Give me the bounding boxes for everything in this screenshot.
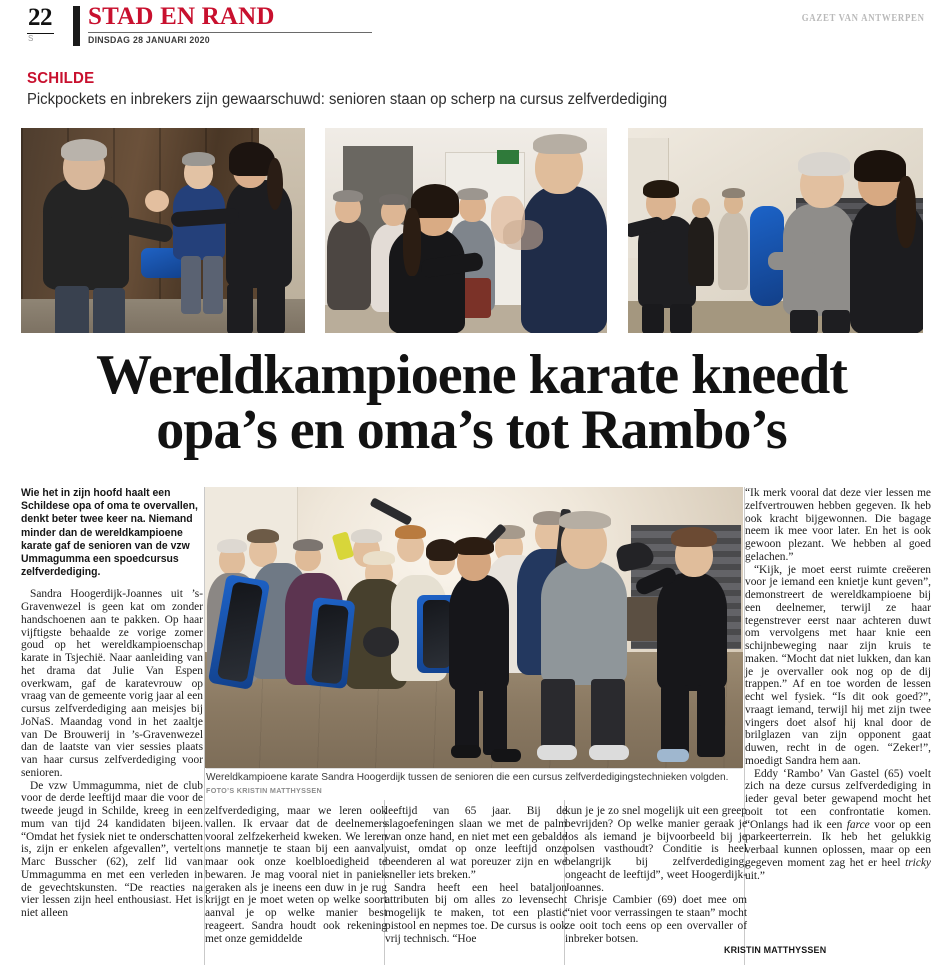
- paragraph: “Ik merk vooral dat deze vier lessen me zelfvertrouwen hebben gegeven. Ik heb ook kracht bijgewonnen. Die bagage neem ik mee voor later. En het is ook gewoon plezant. We hebben al goed gelachen.”: [745, 487, 931, 563]
- article-body: [21, 487, 931, 965]
- text-column-2: [205, 805, 387, 945]
- text-column-5: [745, 487, 931, 882]
- paragraph: “Kijk, je moet eerst ruimte creëeren voor je iemand een knietje kunt geven”, demonstreert de wereldkampioene bij een deelnemer, terwijl ze haar tegenstrever eerst naar achteren duwt om vervolgens met haar knie een schijnbeweging naar zijn kruis te maken. “Mocht dat niet lukken, dan kan je je overvaller ook nog op de dij trappen.” Af en toe worden de lessen echt wel fysiek. “Is dit ook goed?”, vraagt iemand, terwijl hij met zijn twee vingers doet alsof hij knal door de brilglazen van zijn opponent gaat duwen, recht in de ogen. “Zeker!”, moedigt Sandra hem aan.: [745, 563, 931, 767]
- lead-paragraph: Wie het in zijn hoofd haalt een Schildese opa of oma te overvallen, denkt beter twee keer na. Niemand minder dan de wereldkampioene karate gaf de senioren van de vzw Ummagumma een spoedcursus zelfverdediging.: [21, 487, 198, 579]
- text-column-1: [21, 487, 203, 920]
- emphasis-farce: farce: [846, 818, 870, 831]
- page-title: [27, 344, 916, 462]
- standfirst: Pickpockets en inbrekers zijn gewaarschuwd: senioren staan op scherp na cursus zelfverdediging: [27, 91, 668, 108]
- top-photo-strip: [21, 128, 923, 333]
- paragraph: leeftijd van 65 jaar. Bij de slagoefeningen slaan we met de palm van onze hand, en niet met een gebalde vuist, omdat op onze leeftijd onze beenderen al wat poreuzer zijn en we sneller iets breken.”: [385, 805, 567, 881]
- text-column-4: [565, 805, 747, 945]
- section-title: STAD EN RAND: [88, 3, 275, 30]
- emphasis-tricky: tricky: [905, 856, 931, 869]
- masthead: [0, 0, 943, 52]
- masthead-rule: [88, 32, 372, 33]
- photo-2: [325, 128, 607, 333]
- paragraph: Sandra Hoogerdijk-Joannes uit ’s-Gravenwezel is geen kat om zonder handschoenen aan te pakken. Op haar vijftigste behaalde ze vorige zomer goud op het wereldkampioenschap karate in Tsjechië. Naar aanleiding van het drama dat Julie Van Espen overkwam, gaf de karatevrouw op vraag van de gemeente vorig jaar al een cursus zelfverdediging aan meisjes bij JoNaS. Maandag vond in het zaaltje van De Brouwerij in ’s-Gravenwezel dan de laatste van vier sessies plaats van haar cursus zelfverdediging voor senioren.: [21, 588, 203, 779]
- paragraph-part-c: uit.”: [745, 869, 765, 882]
- page-number-sub: S: [28, 34, 34, 43]
- publication-date: DINSDAG 28 JANUARI 2020: [88, 35, 210, 46]
- headline-line-2: opa’s en oma’s tot Rambo’s: [156, 399, 787, 462]
- paragraph: [745, 768, 931, 883]
- paragraph: De vzw Ummagumma, niet de club voor de derde leeftijd maar die voor de tweede jeugd in Schilde, kreeg in een mum van tijd 24 kandidaten bijeen. “Omdat het fysiek niet te onderschatten is, zijn er enkelen afgevallen”, vertelt Marc Busscher (62), zelf lid van Ummagumma en met een verleden in de gevechtskunsten. “De reacties na vier lessen zijn heel enthousiast. Het is niet alleen: [21, 779, 203, 920]
- photo-3: [628, 128, 923, 333]
- section-kicker: SCHILDE: [27, 70, 95, 87]
- headline-line-1: Wereldkampioene karate kneedt: [96, 344, 847, 406]
- text-column-3: [385, 805, 567, 945]
- newspaper-brand: GAZET VAN ANTWERPEN: [802, 13, 925, 24]
- paragraph: kun je je zo snel mogelijk uit een greep bevrijden? Op welke manier geraak je los als iemand je bijvoorbeeld bij je polsen vasthoudt? Conditie is heel belangrijk bij zelfverdediging, ongeacht de leeftijd”, weet Hoogerdijk-Joannes.: [565, 805, 747, 894]
- paragraph: Chrisje Cambier (69) doet mee om “niet voor verrassingen te staan” mocht ze ooit toch eens op een overvaller of inbreker botsen.: [565, 894, 747, 945]
- page-number: 22: [28, 4, 52, 31]
- photo-1: [21, 128, 305, 333]
- paragraph-part-a: Eddy ‘Rambo’ Van Gastel (65) voelt zich na deze cursus zelfverdediging in ieder geval beter gewapend mocht het ooit tot een confrontatie komen. “Onlangs had ik een: [745, 767, 931, 831]
- photo-credit: FOTO’S KRISTIN MATTHYSSEN: [206, 785, 322, 795]
- paragraph: Sandra heeft een heel bataljon attributen bij om alles zo levensecht mogelijk te maken, tot een plastic pistool en nepmes toe. De cursus is ook vrij technisch. “Hoe: [385, 881, 567, 945]
- caption-text: Wereldkampioene karate Sandra Hoogerdijk tussen de senioren die een cursus zelfverdedigingstechnieken volgden.: [206, 772, 729, 783]
- paragraph: zelfverdediging, maar we leren ook vallen. Ik ervaar dat de deelnemers vooral zelfzekerheid kweken. We leren ons mannetje te staan bij een aanval, maar ook onze koelbloedigheid te bewaren. Je mag vooral niet in paniek geraken als je ineens een duw in je rug krijgt en je moet weten op welke soort aanval je op welke manier best reageert. Sandra houdt ook rekening met onze gemiddelde: [205, 805, 387, 945]
- masthead-accent-bar: [73, 6, 80, 46]
- article-byline: KRISTIN MATTHYSSEN: [724, 945, 827, 956]
- paragraph-part-b: voor op een parkeerterrein. Ik heb het gelukkig verbaal kunnen oplossen, maar op een gegeven moment zag het er heel: [745, 818, 931, 869]
